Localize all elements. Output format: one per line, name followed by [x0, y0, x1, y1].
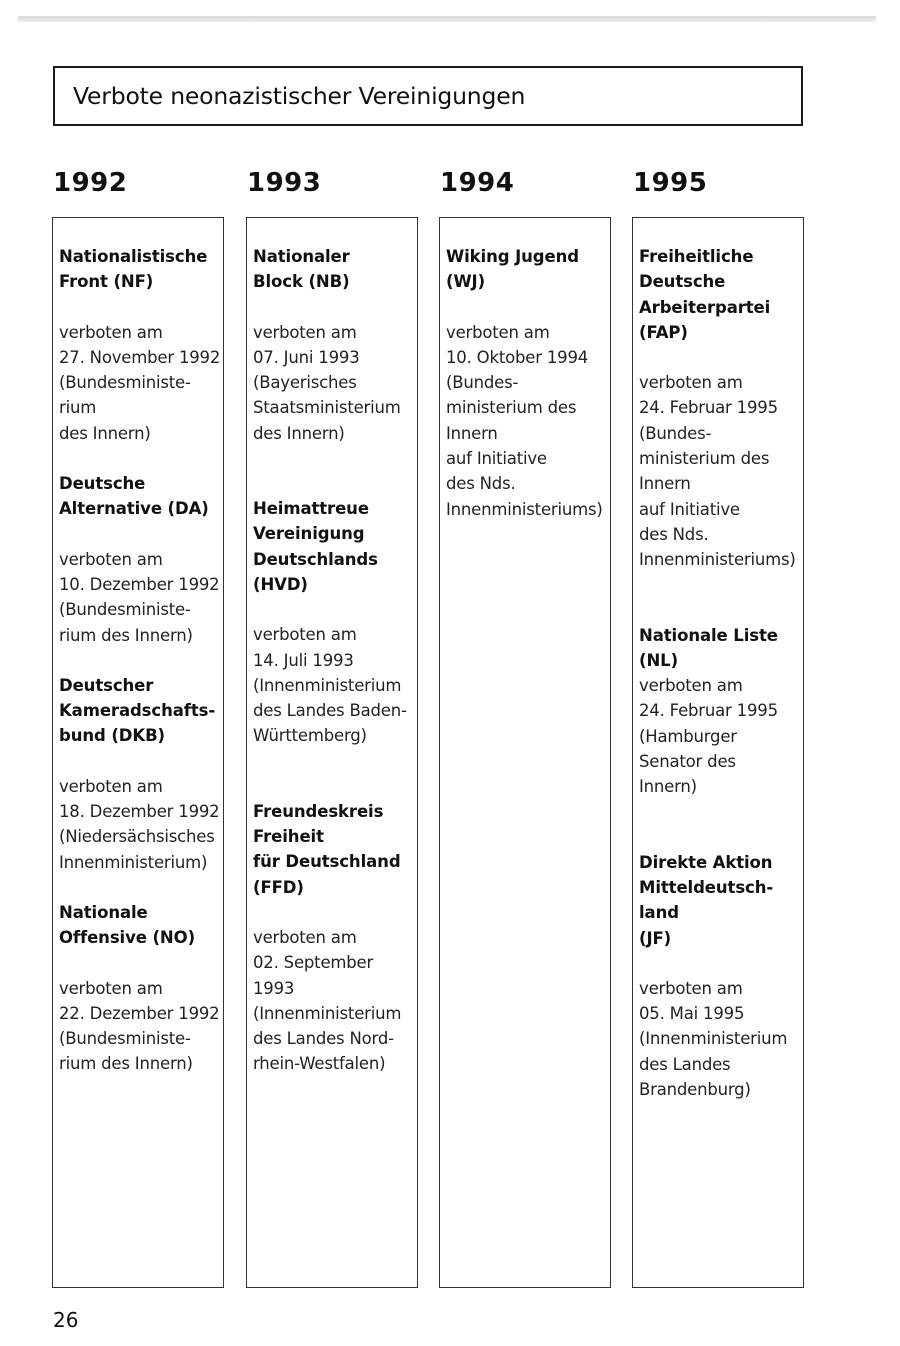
- page-number: 26: [53, 1308, 79, 1332]
- entry-name: Nationalistische Front (NF): [59, 247, 208, 292]
- year-heading-1995: 1995: [633, 168, 708, 198]
- entry-text: verboten am 10. Dezember 1992 (Bundesministe- rium des Innern): [59, 549, 220, 645]
- entry-text: verboten am 24. Februar 1995 (Bundes- ministerium des Innern auf Initiative des Nds. Innenministeriums): [639, 373, 796, 570]
- entry-name: Deutscher Kameradschafts- bund (DKB): [59, 675, 216, 746]
- entry-name: Deutsche Alternative (DA): [59, 474, 209, 519]
- entry-dkb: [59, 673, 223, 875]
- entry-da: [59, 471, 223, 648]
- column-1992: [52, 217, 224, 1288]
- column-1993: [246, 217, 418, 1288]
- entry-wj: [446, 244, 610, 522]
- page-title: Verbote neonazistischer Vereinigungen: [73, 82, 526, 110]
- entry-name: Nationaler Block (NB): [253, 247, 350, 292]
- column-1995: [632, 217, 804, 1288]
- entry-nf: [59, 244, 223, 446]
- entry-text: verboten am 14. Juli 1993 (Innenministerium des Landes Baden- Württemberg): [253, 625, 407, 746]
- entry-text: verboten am 18. Dezember 1992 (Niedersächsisches Innenministerium): [59, 776, 220, 872]
- entry-no: [59, 900, 223, 1077]
- entry-name: Freundeskreis Freiheit für Deutschland (FFD): [253, 801, 401, 897]
- entry-jf: [639, 850, 803, 1103]
- entry-name: Wiking Jugend (WJ): [446, 247, 579, 292]
- year-heading-1992: 1992: [53, 168, 128, 198]
- year-heading-1994: 1994: [440, 168, 515, 198]
- entry-nb: [253, 244, 417, 446]
- column-1994: [439, 217, 611, 1288]
- entry-name: Freiheitliche Deutsche Arbeiterpartei (FAP): [639, 247, 771, 342]
- entry-hvd: [253, 496, 417, 749]
- entry-name: Heimattreue Vereinigung Deutschlands (HVD): [253, 499, 378, 594]
- top-rule: [18, 16, 876, 22]
- entry-text: verboten am 07. Juni 1993 (Bayerisches Staatsministerium des Innern): [253, 322, 401, 443]
- entry-text: verboten am 10. Oktober 1994 (Bundes- ministerium des Innern auf Initiative des Nds. Innenministeriums): [446, 322, 603, 519]
- entry-name: Nationale Offensive (NO): [59, 902, 196, 948]
- title-box: [53, 66, 803, 126]
- entry-text: verboten am 24. Februar 1995 (Hamburger Senator des Innern): [639, 676, 778, 797]
- entry-nl: [639, 623, 803, 800]
- entry-text: verboten am 22. Dezember 1992 (Bundesministe- rium des Innern): [59, 978, 220, 1074]
- entry-text: verboten am 27. November 1992 (Bundesministe- rium des Innern): [59, 322, 221, 443]
- entry-text: verboten am 05. Mai 1995 (Innenministerium des Landes Brandenburg): [639, 978, 788, 1100]
- entry-name: Nationale Liste (NL): [639, 625, 778, 670]
- entry-fap: [639, 244, 803, 573]
- entry-name: Direkte Aktion Mitteldeutsch- land (JF): [639, 852, 774, 948]
- entry-ffd: [253, 799, 417, 1077]
- entry-text: verboten am 02. September 1993 (Innenministerium des Landes Nord- rhein-Westfalen): [253, 927, 402, 1074]
- year-heading-1993: 1993: [247, 168, 322, 198]
